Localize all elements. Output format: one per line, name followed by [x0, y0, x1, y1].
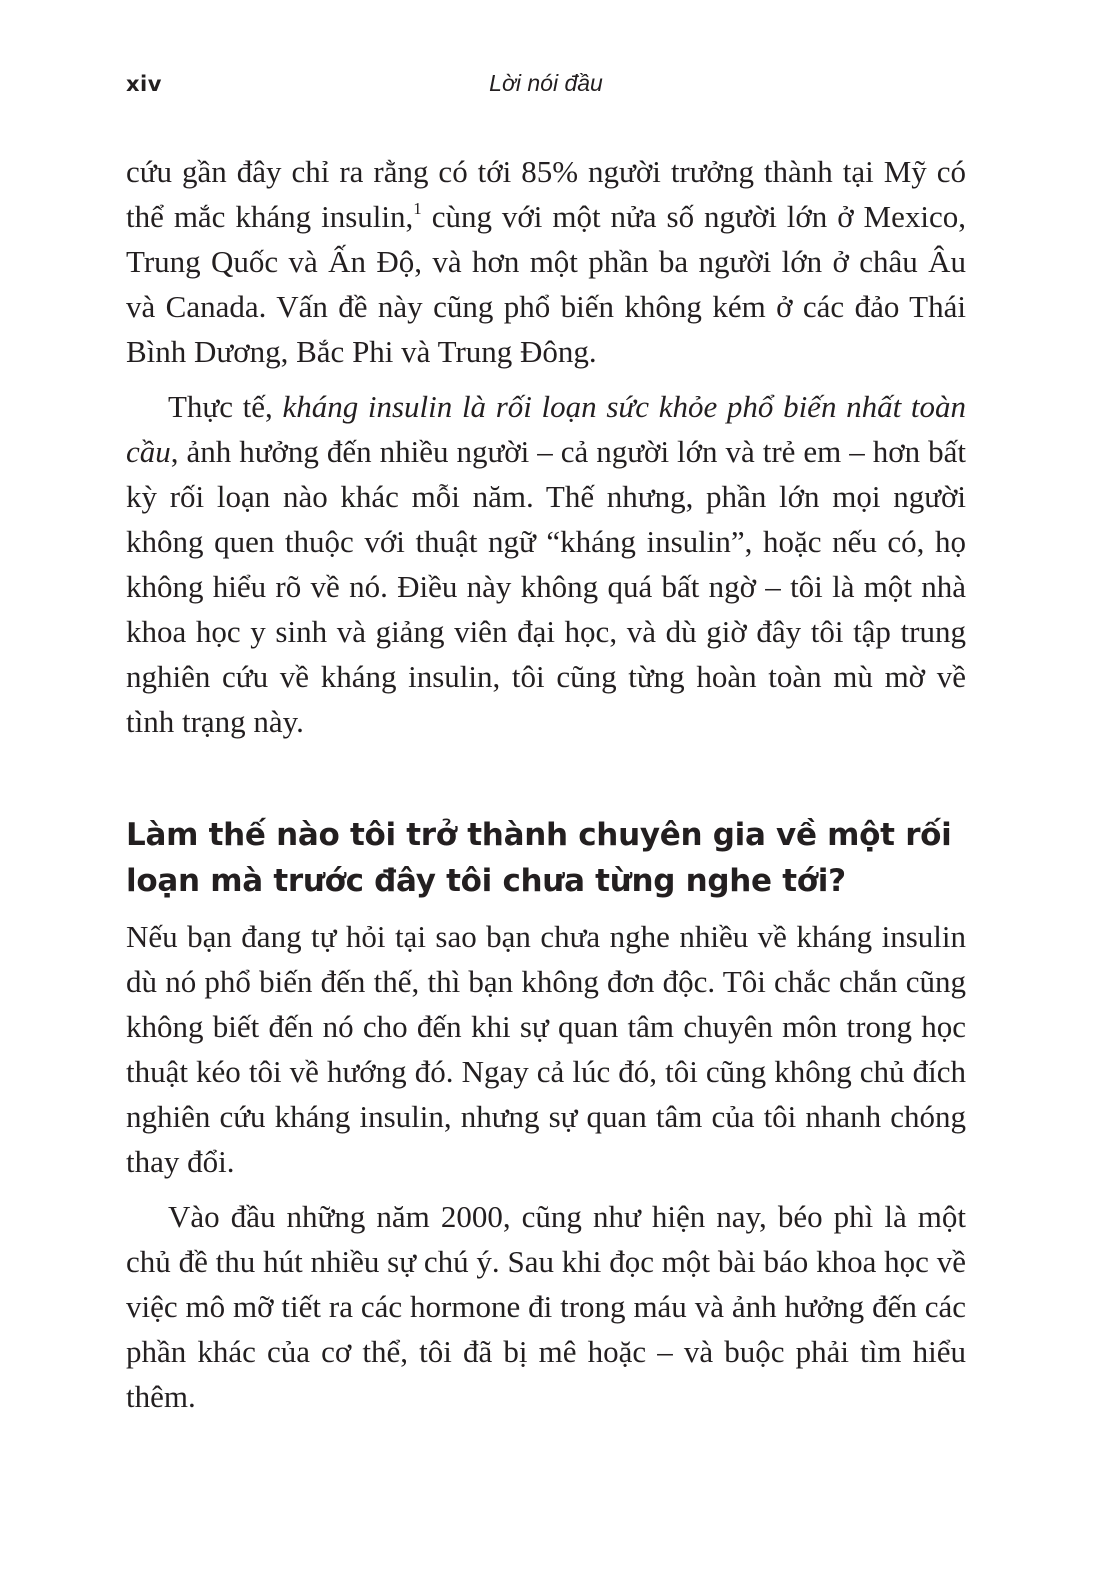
- paragraph-text: , ảnh hưởng đến nhiều người – cả người lớn và trẻ em – hơn bất kỳ rối loạn nào khác mỗi năm. Thế nhưng, phần lớn mọi người không quen thuộc với thuật ngữ “kháng insulin”, hoặc nếu có, họ không hiểu rõ về nó. Điều này không quá bất ngờ – tôi là một nhà khoa học y sinh và giảng viên đại học, và dù giờ đây tôi tập trung nghiên cứu về kháng insulin, tôi cũng từng hoàn toàn mù mờ về tình trạng này.: [126, 434, 966, 739]
- section-heading: Làm thế nào tôi trở thành chuyên gia về một rối loạn mà trước đây tôi chưa từng nghe tới?: [126, 817, 952, 899]
- paragraph: Nếu bạn đang tự hỏi tại sao bạn chưa nghe nhiều về kháng insulin dù nó phổ biến đến thế, thì bạn không đơn độc. Tôi chắc chắn cũng không biết đến nó cho đến khi sự quan tâm chuyên môn trong học thuật kéo tôi về hướng đó. Ngay cả lúc đó, tôi cũng không chủ đích nghiên cứu kháng insulin, nhưng sự quan tâm của tôi nhanh chóng thay đổi.: [126, 919, 966, 1179]
- paragraph: [126, 384, 966, 744]
- paragraph-text: Thực tế,: [168, 389, 283, 424]
- chapter-title: Lời nói đầu: [489, 70, 603, 96]
- emphasis-text: kháng insulin là rối loạn sức khỏe phổ biến nhất toàn cầu: [126, 389, 966, 469]
- paragraph-text: cứu gần đây chỉ ra rằng có tới 85% người trưởng thành tại Mỹ có thể mắc kháng insulin,: [126, 154, 966, 234]
- footnote-marker[interactable]: 1: [413, 198, 422, 218]
- text-block-section: [126, 914, 966, 1419]
- paragraph: [126, 149, 966, 374]
- text-block-intro: [126, 149, 966, 744]
- paragraph: Vào đầu những năm 2000, cũng như hiện nay, béo phì là một chủ đề thu hút nhiều sự chú ý. Sau khi đọc một bài báo khoa học về việc mô mỡ tiết ra các hormone đi trong máu và ảnh hưởng đến các phần khác của cơ thể, tôi đã bị mê hoặc – và buộc phải tìm hiểu thêm.: [126, 1199, 966, 1414]
- paragraph-text: cùng với một nửa số người lớn ở Mexico, Trung Quốc và Ấn Độ, và hơn một phần ba người lớn ở châu Âu và Canada. Vấn đề này cũng phổ biến không kém ở các đảo Thái Bình Dương, Bắc Phi và Trung Đông.: [126, 199, 966, 369]
- running-head: [126, 70, 966, 102]
- page-number: xiv: [126, 72, 162, 96]
